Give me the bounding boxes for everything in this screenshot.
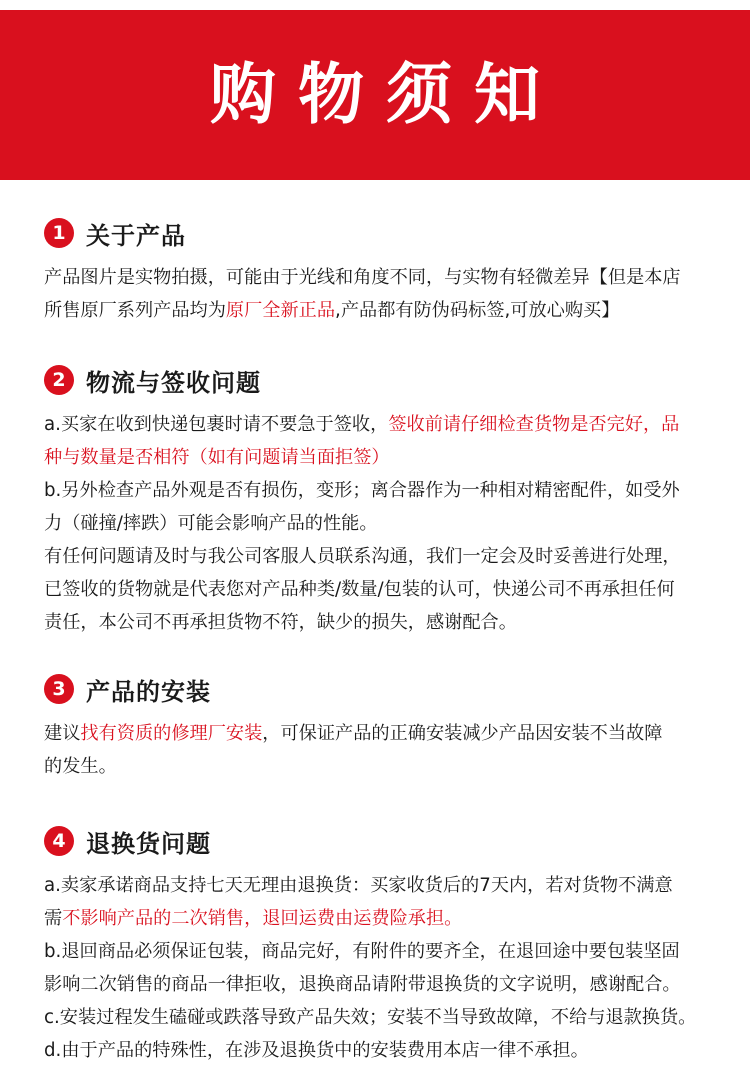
section-body xyxy=(44,717,734,783)
highlight-text: 签收前请仔细检查货物是否完好，品 xyxy=(388,414,680,435)
highlight-text: 不影响产品的二次销售，退回运费由运费险承担。 xyxy=(62,908,463,929)
body-line xyxy=(44,968,734,1001)
section-body xyxy=(44,869,734,1067)
body-line xyxy=(44,441,734,474)
body-line xyxy=(44,1001,734,1034)
body-text: 已签收的货物就是代表您对产品种类/数量/包装的认可，快递公司不再承担任何 xyxy=(44,579,675,600)
section-logistics xyxy=(44,352,734,639)
body-line xyxy=(44,935,734,968)
body-line xyxy=(44,507,734,540)
body-text: 需 xyxy=(44,908,63,929)
section-heading xyxy=(44,352,734,408)
header-banner xyxy=(0,10,750,180)
section-installation xyxy=(44,661,734,783)
body-line xyxy=(44,869,734,902)
notice-content xyxy=(44,205,734,1067)
body-line xyxy=(44,1034,734,1067)
section-body xyxy=(44,261,734,327)
section-heading xyxy=(44,813,734,869)
body-text: 产品图片是实物拍摄，可能由于光线和角度不同，与实物有轻微差异【但是本店 xyxy=(44,267,681,288)
body-text: b.另外检查产品外观是否有损伤，变形；离合器作为一种相对精密配件，如受外 xyxy=(44,480,680,501)
section-title: 产品的安装 xyxy=(86,677,211,706)
body-line xyxy=(44,294,734,327)
body-text: 的发生。 xyxy=(44,756,117,777)
body-line xyxy=(44,261,734,294)
section-heading xyxy=(44,661,734,717)
body-line xyxy=(44,717,734,750)
section-body xyxy=(44,408,734,639)
body-line xyxy=(44,902,734,935)
body-line xyxy=(44,540,734,573)
section-heading xyxy=(44,205,734,261)
section-number-badge: 1 xyxy=(44,218,74,248)
body-text: ，可保证产品的正确安装减少产品因安装不当故障 xyxy=(262,723,663,744)
body-text: c.安装过程发生磕碰或跌落导致产品失效；安装不当导致故障，不给与退款换货。 xyxy=(44,1007,697,1028)
body-line xyxy=(44,474,734,507)
body-line xyxy=(44,408,734,441)
body-text: 有任何问题请及时与我公司客服人员联系沟通，我们一定会及时妥善进行处理， xyxy=(44,546,681,567)
body-text: ,产品都有防伪码标签,可放心购买】 xyxy=(335,300,620,321)
section-title: 关于产品 xyxy=(86,221,186,250)
body-text: d.由于产品的特殊性，在涉及退换货中的安装费用本店一律不承担。 xyxy=(44,1040,589,1061)
body-text: 力（碰撞/摔跌）可能会影响产品的性能。 xyxy=(44,513,378,534)
body-text: a.买家在收到快递包裹时请不要急于签收， xyxy=(44,414,389,435)
body-text: 所售原厂系列产品均为 xyxy=(44,300,226,321)
section-product xyxy=(44,205,734,327)
body-line xyxy=(44,573,734,606)
section-title: 物流与签收问题 xyxy=(86,368,261,397)
body-line xyxy=(44,606,734,639)
body-text: 影响二次销售的商品一律拒收，退换商品请附带退换货的文字说明，感谢配合。 xyxy=(44,974,681,995)
body-text: b.退回商品必须保证包装，商品完好，有附件的要齐全，在退回途中要包装坚固 xyxy=(44,941,680,962)
section-number-badge: 4 xyxy=(44,826,74,856)
section-returns xyxy=(44,813,734,1067)
section-title: 退换货问题 xyxy=(86,829,211,858)
body-line xyxy=(44,750,734,783)
body-text: a.卖家承诺商品支持七天无理由退换货：买家收货后的7天内，若对货物不满意 xyxy=(44,875,673,896)
page-title: 购物须知 xyxy=(210,56,562,133)
section-number-badge: 3 xyxy=(44,674,74,704)
highlight-text: 原厂全新正品 xyxy=(225,300,336,321)
body-text: 建议 xyxy=(44,723,81,744)
section-number-badge: 2 xyxy=(44,365,74,395)
highlight-text: 找有资质的修理厂安装 xyxy=(80,723,263,744)
body-text: 责任，本公司不再承担货物不符，缺少的损失，感谢配合。 xyxy=(44,612,517,633)
highlight-text: 种与数量是否相符（如有问题请当面拒签） xyxy=(44,447,390,468)
